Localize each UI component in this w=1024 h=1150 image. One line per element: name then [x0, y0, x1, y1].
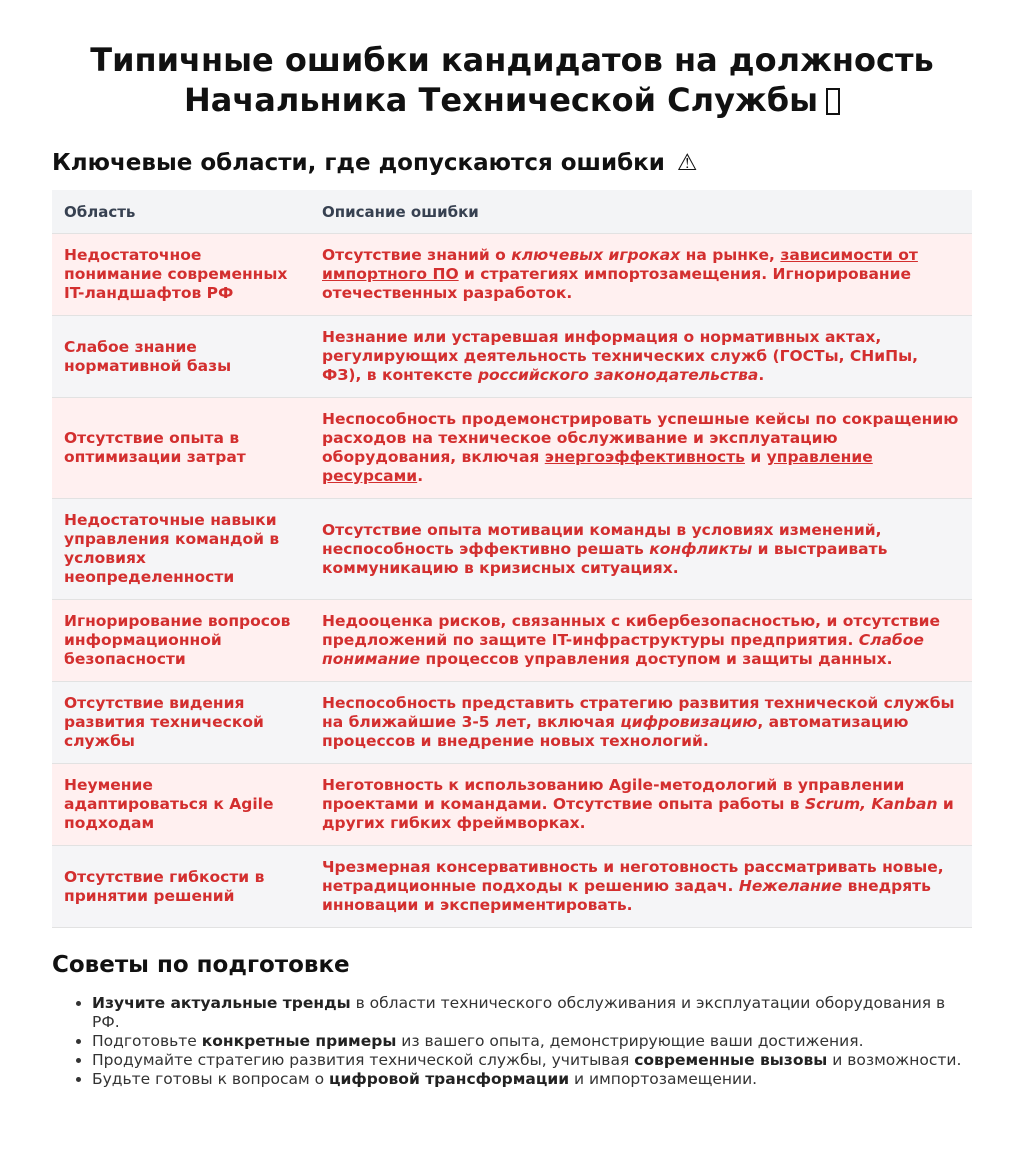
page-title-line-2 [52, 80, 972, 120]
missing-glyph-icon [826, 88, 840, 115]
table-cell-area: Слабое знание нормативной базы [52, 316, 310, 398]
table-cell-description: Неспособность продемонстрировать успешные кейсы по сокращению расходов на техническое обслуживание и эксплуатацию оборудования, включая энергоэффективность и управление ресурсами. [310, 398, 972, 499]
table-cell-area: Отсутствие гибкости в принятии решений [52, 846, 310, 928]
table-cell-description: Отсутствие знаний о ключевых игроках на рынке, зависимости от импортного ПО и стратегиях импортозамещения. Игнорирование отечественных разработок. [310, 234, 972, 316]
table-cell-area: Отсутствие опыта в оптимизации затрат [52, 398, 310, 499]
table-row [52, 682, 972, 764]
errors-table [52, 190, 972, 928]
page-title-text: Начальника Технической Службы [183, 81, 819, 119]
table-cell-description: Отсутствие опыта мотивации команды в условиях изменений, неспособность эффективно решать конфликты и выстраивать коммуникацию в кризисных ситуациях. [310, 499, 972, 600]
list-item: • Изучите актуальные тренды в области технического обслуживания и эксплуатации оборудования в РФ. [92, 994, 972, 1032]
table-row [52, 600, 972, 682]
table-cell-area: Неумение адаптироваться к Agile подходам [52, 764, 310, 846]
table-row [52, 846, 972, 928]
warning-icon: ⚠ [676, 150, 698, 176]
tips-list [52, 994, 972, 1089]
page-title [52, 40, 972, 120]
table-cell-area: Игнорирование вопросов информационной безопасности [52, 600, 310, 682]
page [52, 0, 972, 1089]
column-header-area: Область [52, 190, 310, 234]
section-heading-tips: Советы по подготовке [52, 952, 350, 978]
list-item: • Будьте готовы к вопросам о цифровой трансформации и импортозамещении. [92, 1070, 972, 1089]
column-header-description: Описание ошибки [310, 190, 972, 234]
table-row [52, 764, 972, 846]
table-row [52, 499, 972, 600]
table-cell-area: Недостаточные навыки управления командой в условиях неопределенности [52, 499, 310, 600]
page-title-line-1: Типичные ошибки кандидатов на должность [90, 41, 934, 79]
table-row [52, 234, 972, 316]
table-cell-description: Неспособность представить стратегию развития технической службы на ближайшие 3-5 лет, включая цифровизацию, автоматизацию процессов и внедрение новых технологий. [310, 682, 972, 764]
table-cell-description: Неготовность к использованию Agile-методологий в управлении проектами и командами. Отсутствие опыта работы в Scrum, Kanban и других гибких фреймворках. [310, 764, 972, 846]
table-header-row [52, 190, 972, 234]
list-item: • Подготовьте конкретные примеры из вашего опыта, демонстрирующие ваши достижения. [92, 1032, 972, 1051]
table-row [52, 316, 972, 398]
section-heading-errors [52, 148, 972, 178]
table-cell-area: Отсутствие видения развития технической службы [52, 682, 310, 764]
table-row [52, 398, 972, 499]
table-cell-description: Незнание или устаревшая информация о нормативных актах, регулирующих деятельность технических служб (ГОСТы, СНиПы, ФЗ), в контексте российского законодательства. [310, 316, 972, 398]
table-cell-area: Недостаточное понимание современных IT-ландшафтов РФ [52, 234, 310, 316]
section-heading-errors-text: Ключевые области, где допускаются ошибки [52, 150, 665, 176]
table-cell-description: Недооценка рисков, связанных с кибербезопасностью, и отсутствие предложений по защите IT-инфраструктуры предприятия. Слабое понимание процессов управления доступом и защиты данных. [310, 600, 972, 682]
list-item: • Продумайте стратегию развития технической службы, учитывая современные вызовы и возможности. [92, 1051, 972, 1070]
table-cell-description: Чрезмерная консервативность и неготовность рассматривать новые, нетрадиционные подходы к решению задач. Нежелание внедрять инновации и экспериментировать. [310, 846, 972, 928]
